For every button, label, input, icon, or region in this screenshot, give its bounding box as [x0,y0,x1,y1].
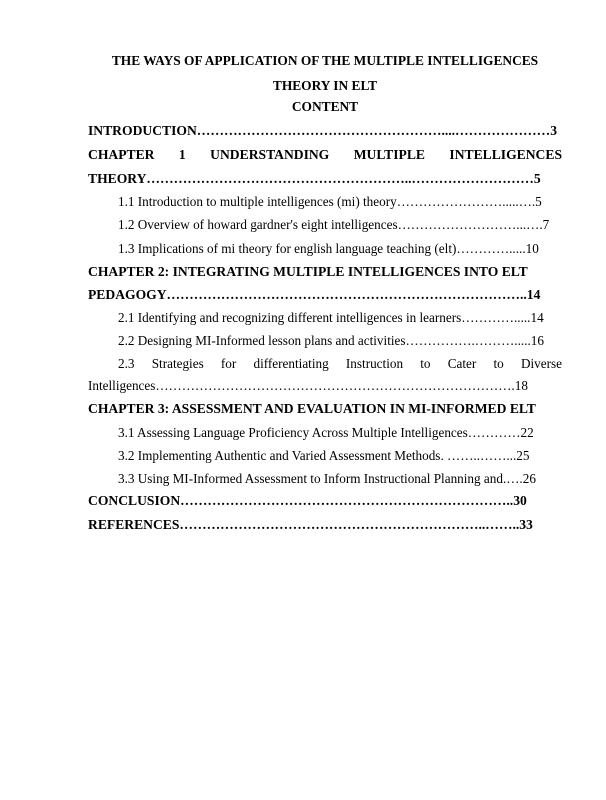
toc-conclusion: CONCLUSION………………………………………………………………..30 [88,493,527,508]
document-title-line2: THEORY IN ELT [272,78,378,93]
toc-item-2-3-line2: Intelligences……………………………………………………………………….18 [88,378,528,393]
toc-chapter3: CHAPTER 3: ASSESSMENT AND EVALUATION IN MI-INFORMED ELT [88,401,536,416]
toc-item-2-2: 2.2 Designing MI-Informed lesson plans and activities…………….……….....16 [118,333,544,348]
toc-item-3-2: 3.2 Implementing Authentic and Varied Assessment Methods. ……..……...25 [118,448,530,463]
toc-introduction: INTRODUCTION………………………………………………....…………………3 [88,123,557,138]
toc-item-1-1: 1.1 Introduction to multiple intelligences (mi) theory…………………….....….5 [118,194,542,209]
toc-chapter2-line1: CHAPTER 2: INTEGRATING MULTIPLE INTELLIGENCES INTO ELT [88,264,528,279]
toc-chapter2-line2: PEDAGOGY……………………………………………………………………..14 [88,287,541,302]
toc-chapter1-line2: THEORY…………………………………………………..………………………5 [88,171,541,186]
toc-chapter1-line1: CHAPTER 1 UNDERSTANDING MULTIPLE INTELLIGENCES [88,147,562,162]
toc-item-3-1: 3.1 Assessing Language Proficiency Across Multiple Intelligences…………22 [118,425,534,440]
toc-item-1-2: 1.2 Overview of howard gardner's eight intelligences………………………...….7 [118,217,550,232]
toc-item-2-1: 2.1 Identifying and recognizing different intelligences in learners………….....14 [118,310,544,325]
document-title-line1: THE WAYS OF APPLICATION OF THE MULTIPLE INTELLIGENCES [111,53,539,68]
toc-item-1-3: 1.3 Implications of mi theory for english language teaching (elt)………….....10 [118,241,539,256]
toc-references: REFERENCES…………………………………………………………..……..33 [88,517,533,532]
toc-item-3-3: 3.3 Using MI-Informed Assessment to Inform Instructional Planning and.….26 [118,471,536,486]
toc-item-2-3-line1: 2.3 Strategies for differentiating Instruction to Cater to Diverse [118,356,562,371]
content-heading: CONTENT [291,99,359,114]
